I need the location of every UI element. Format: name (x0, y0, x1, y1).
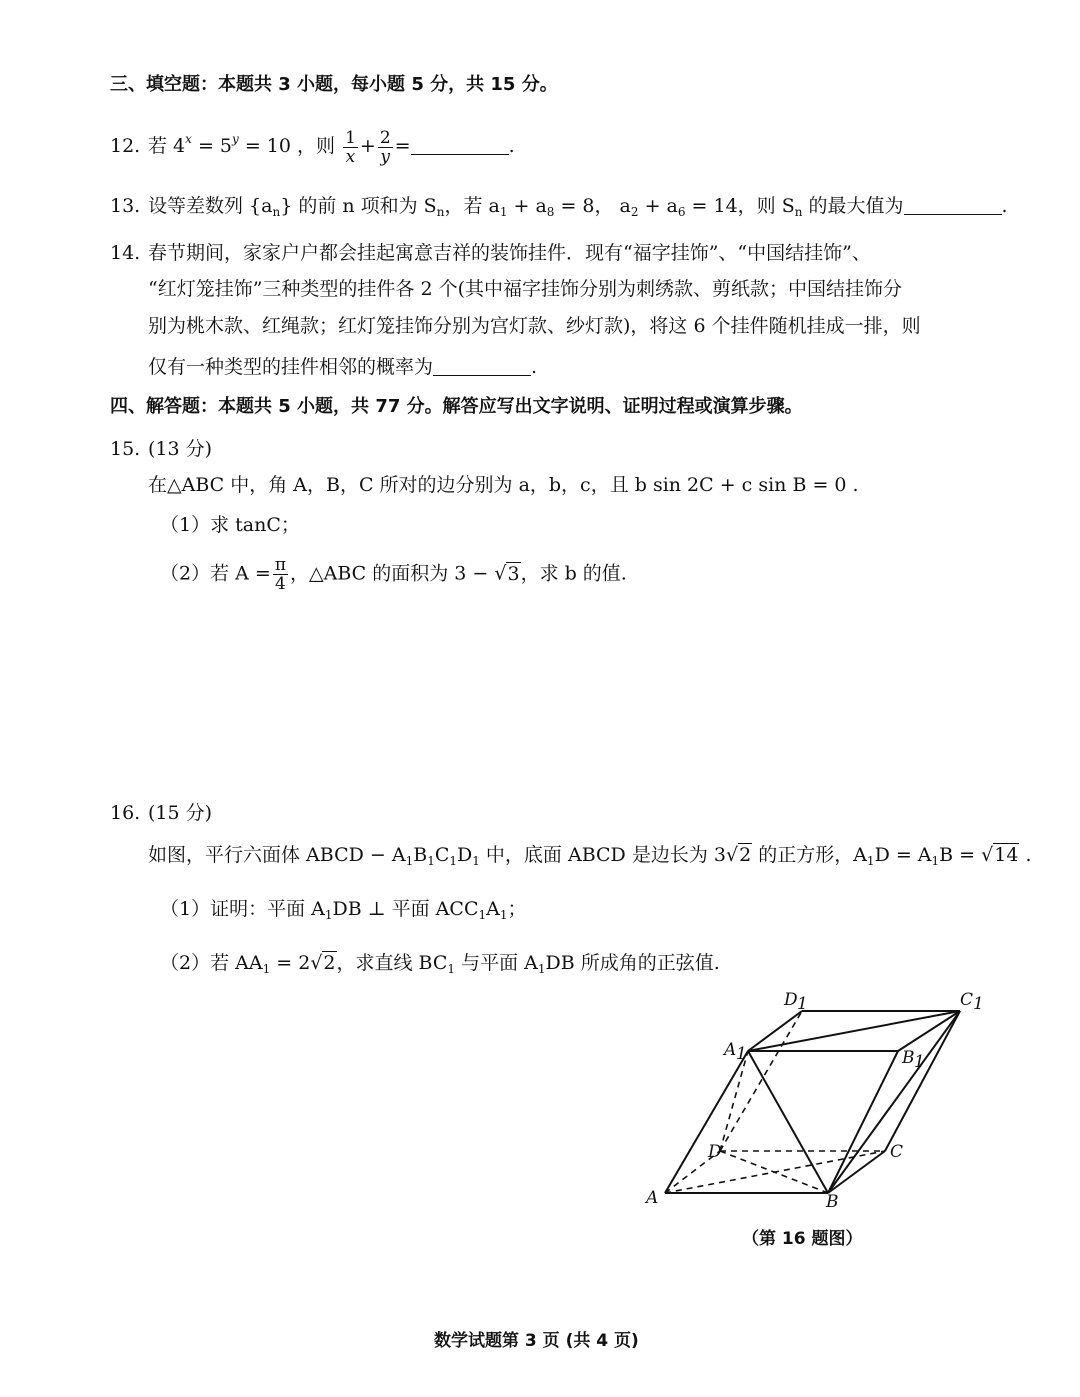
question-number: 12. (110, 135, 141, 157)
edge-a1-b (748, 1051, 828, 1193)
figure-caption: （第 16 题图） (742, 1229, 863, 1249)
label-c: C (890, 1142, 904, 1162)
label-a: A (646, 1188, 659, 1208)
svg-text:1: 1 (973, 994, 984, 1014)
question-13: 13. 设等差数列 $\{a_n\}$ 的前 n 项和为 $S_n$，若 $a_1 + a_8 = 8$， $a_2 + a_6 = 14$，则 $S_n$ 的最大值为 . (110, 195, 1008, 219)
label-a1: A (724, 1040, 737, 1060)
question-number: 15. (110, 438, 141, 460)
question-number: 16. (110, 802, 141, 824)
answer-blank (433, 375, 531, 376)
edge-d-d1 (720, 1011, 802, 1151)
question-14: 14. 春节期间，家家户户都会挂起寓意吉祥的装饰挂件．现有“福字挂饰”、“中国结挂饰”、 (110, 242, 871, 264)
question-number: 13. (110, 195, 141, 217)
edge-a-a1 (665, 1051, 748, 1193)
solid-edges (665, 1011, 960, 1193)
fraction: $\frac{\pi}{4}$ (274, 555, 286, 594)
page-footer: 数学试题第 3 页 (共 4 页) (434, 1331, 639, 1351)
svg-text:1: 1 (736, 1044, 747, 1064)
question-number: 14. (110, 242, 141, 264)
edge-d-a1 (720, 1051, 748, 1151)
edge-b-b1 (828, 1051, 898, 1193)
fraction: $\frac{2}{y}$ (379, 127, 391, 167)
question-16-stem: 如图，平行六面体 ABCD − $A_1B_1C_1D_1$ 中，底面 ABCD 是边长为 3√2 的正方形，$A_1D = A_1B = √14$ . (148, 844, 1032, 868)
label-d: D (708, 1142, 722, 1162)
question-16-part-2: （2）若 $AA_1 = 2√2$，求直线 $BC_1$ 与平面 $A_1DB$ 所成角的正弦值. (160, 952, 720, 976)
section-heading-solutions: 四、解答题：本题共 5 小题，共 77 分。解答应写出文字说明、证明过程或演算步骤。 (110, 396, 803, 417)
svg-text:1: 1 (914, 1052, 925, 1072)
label-c1: C (960, 990, 974, 1010)
question-14-line: 仅有一种类型的挂件相邻的概率为 . (148, 356, 538, 378)
label-b: B (826, 1192, 839, 1212)
question-12: 12. 若 $4^x = 5^y = 10$ ，则 $\frac{1}{x}$ + $\frac{2}{y}$ = . (110, 127, 515, 167)
question-15-part-1: （1）求 tanC； (160, 514, 300, 536)
section-heading-fill-in: 三、填空题：本题共 3 小题，每小题 5 分，共 15 分。 (110, 74, 558, 95)
vertex-labels (644, 990, 984, 1212)
edge-b-c1 (828, 1011, 960, 1193)
svg-text:1: 1 (797, 994, 808, 1014)
hidden-edges (665, 1011, 885, 1193)
edge-c-c1 (885, 1011, 960, 1151)
question-15-header: 15. (13 分) (110, 438, 213, 460)
answer-blank (904, 214, 1002, 215)
question-16-part-1: （1）证明：平面 $A_1DB$ ⊥ 平面 $ACC_1A_1$； (160, 898, 527, 922)
answer-blank (411, 154, 509, 155)
edge-b-c (828, 1151, 885, 1193)
edge-a-c (665, 1151, 885, 1193)
label-d1: D (784, 990, 798, 1010)
fraction: $\frac{1}{x}$ (345, 127, 356, 167)
question-14-line: “红灯笼挂饰”三种类型的挂件各 2 个(其中福字挂饰分别为刺绣款、剪纸款；中国结挂饰分 (148, 278, 903, 300)
question-14-line: 别为桃木款、红绳款；红灯笼挂饰分别为宫灯款、纱灯款)，将这 6 个挂件随机挂成一排，则 (148, 315, 921, 337)
question-15-part-2: （2）若 A = $\frac{\pi}{4}$ ，△ABC 的面积为 3 − √3，求 b 的值. (160, 555, 627, 594)
question-16-header: 16. (15 分) (110, 802, 213, 824)
question-15-stem: 在△ABC 中，角 A，B，C 所对的边分别为 a，b，c，且 b sin 2C + c sin B = 0 . (148, 474, 859, 496)
parallelepiped-figure (640, 985, 990, 1215)
label-b1: B (902, 1048, 915, 1068)
